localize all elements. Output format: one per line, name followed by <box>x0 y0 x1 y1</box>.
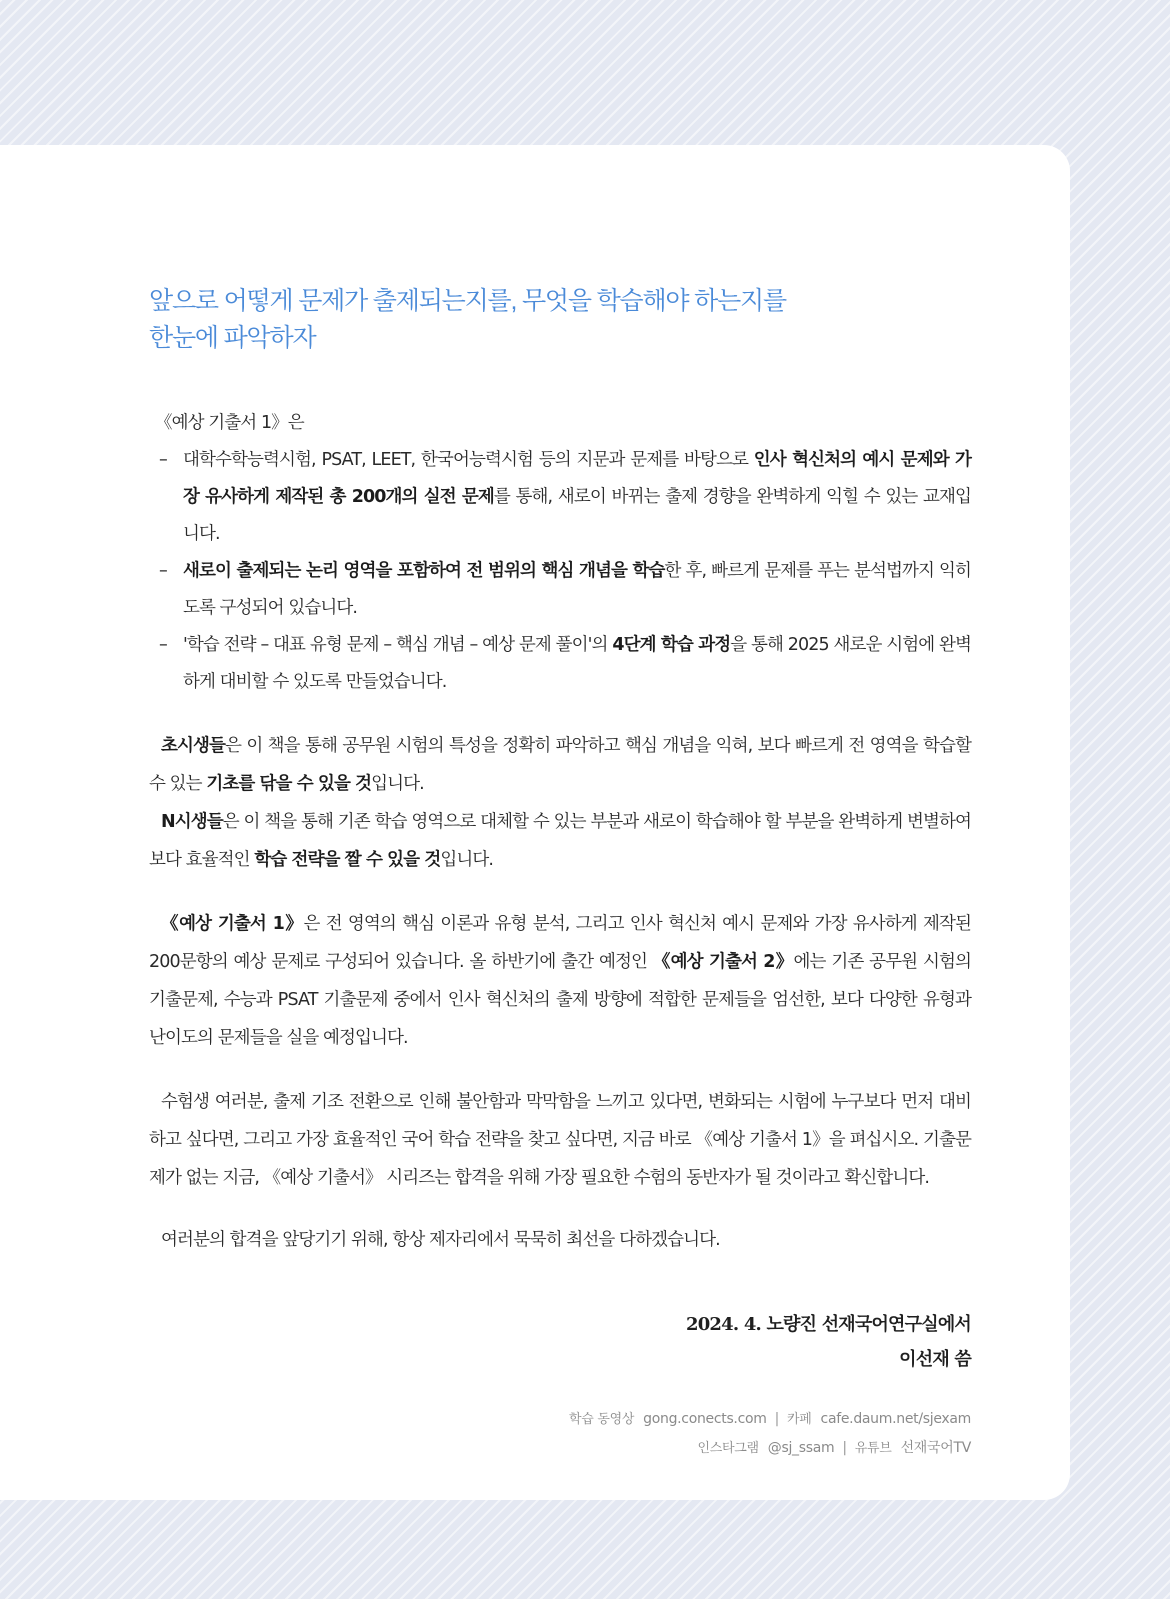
signature-date-place: 2024. 4. 노량진 선재국어연구실에서 <box>685 1314 971 1335</box>
feature-item-1 <box>155 442 971 553</box>
feature-1-text-a: 대학수학능력시험, PSAT, LEET, 한국어능력시험 등의 지문과 문제를 바탕으로 <box>183 450 754 470</box>
youtube-link[interactable]: 선재국어TV <box>900 1440 971 1456</box>
book-1-title: 《예상 기출서 1》 <box>161 914 304 934</box>
repeaters-text-a: 은 이 책을 통해 기존 학습 영역으로 대체할 수 있는 부분과 새로이 학습해야 할 부분을 완벽하게 변별하여 보다 효율적인 <box>149 812 971 870</box>
beginners-label: 초시생들 <box>161 736 226 756</box>
feature-1-emphasis: 인사 혁신처의 예시 문제와 가장 유사하게 제작된 총 200개의 실전 문제 <box>183 450 971 507</box>
headline-line-2: 한눈에 파악하자 <box>149 324 316 352</box>
paragraph-repeaters <box>149 803 971 879</box>
feature-item-3 <box>155 627 971 701</box>
links-row-1 <box>149 1405 971 1434</box>
instagram-label: 인스타그램 <box>697 1441 759 1456</box>
paragraph-closing: 여러분의 합격을 앞당기기 위해, 항상 제자리에서 묵묵히 최선을 다하겠습니다. <box>161 1230 720 1250</box>
links-row-2 <box>149 1434 971 1463</box>
instagram-link[interactable]: @sj_ssam <box>767 1440 835 1456</box>
books-text-a: 은 전 영역의 핵심 이론과 유형 분석, 그리고 인사 혁신처 예시 문제와 가장 유사하게 제작된 200문항의 예상 문제로 구성되어 있습니다. 올 하반기에 출간 예정인 <box>149 914 971 972</box>
bullet-dash: – <box>159 635 167 655</box>
bullet-dash: – <box>159 561 167 581</box>
page-headline <box>149 283 971 357</box>
repeaters-emphasis: 학습 전략을 짤 수 있을 것 <box>254 850 441 870</box>
paragraph-beginners <box>149 727 971 803</box>
beginners-emphasis: 기초를 닦을 수 있을 것 <box>206 774 372 794</box>
contact-links <box>149 1405 971 1463</box>
feature-2-text-a: 한 후, 빠르게 문제를 푸는 분석법까지 익히도록 구성되어 있습니다. <box>183 561 971 618</box>
feature-3-text-a: '학습 전략 – 대표 유형 문제 – 핵심 개념 – 예상 문제 풀이'의 <box>183 635 613 655</box>
paragraph-examinees: 수험생 여러분, 출제 기조 전환으로 인해 불안함과 막막함을 느끼고 있다면, 변화되는 시험에 누구보다 먼저 대비하고 싶다면, 그리고 가장 효율적인 국어 학습 전략을 찾고 싶다면, 지금 바로 《예상 기출서 1》을 펴십시오. 기출문제가 없는 지금, 《예상 기출서》 시리즈는 합격을 위해 가장 필요한 수험의 동반자가 될 것이라고 확신합니다. <box>149 1092 971 1188</box>
feature-item-2 <box>155 553 971 627</box>
video-label: 학습 동영상 <box>569 1412 635 1427</box>
beginners-text-a: 은 이 책을 통해 공무원 시험의 특성을 정확히 파악하고 핵심 개념을 익혀, 보다 빠르게 전 영역을 학습할 수 있는 <box>149 736 971 794</box>
cafe-link[interactable]: cafe.daum.net/sjexam <box>820 1411 971 1427</box>
preface-content <box>149 283 971 1463</box>
signature-author: 이선재 씀 <box>899 1349 971 1370</box>
intro-line: 《예상 기출서 1》은 <box>155 413 304 433</box>
video-link[interactable]: gong.conects.com <box>643 1411 767 1427</box>
repeaters-label: N시생들 <box>161 812 223 832</box>
paragraph-books <box>149 905 971 1057</box>
feature-3-emphasis: 4단계 학습 과정 <box>612 635 731 655</box>
preface-body <box>149 405 971 1259</box>
feature-list <box>149 442 971 701</box>
signature-block <box>149 1307 971 1377</box>
link-separator: | <box>842 1440 847 1456</box>
content-card <box>0 145 1070 1500</box>
bullet-dash: – <box>159 450 167 470</box>
link-separator: | <box>774 1411 780 1427</box>
feature-2-emphasis: 새로이 출제되는 논리 영역을 포함하여 전 범위의 핵심 개념을 학습 <box>183 561 665 581</box>
feature-3-text-b: 을 통해 2025 새로운 시험에 완벽하게 대비할 수 있도록 만들었습니다. <box>183 635 971 692</box>
headline-line-1: 앞으로 어떻게 문제가 출제되는지를, 무엇을 학습해야 하는지를 <box>149 287 786 315</box>
youtube-label: 유튜브 <box>854 1441 892 1456</box>
feature-1-text-b: 를 통해, 새로이 바뀌는 출제 경향을 완벽하게 익힐 수 있는 교재입니다. <box>183 487 972 544</box>
beginners-text-b: 입니다. <box>371 774 424 794</box>
book-2-title: 《예상 기출서 2》 <box>652 952 794 972</box>
books-text-b: 에는 기존 공무원 시험의 기출문제, 수능과 PSAT 기출문제 중에서 인사 혁신처의 출제 방향에 적합한 문제들을 엄선한, 보다 다양한 유형과 난이도의 문제들을 실을 예정입니다. <box>149 952 971 1048</box>
cafe-label: 카페 <box>787 1412 812 1427</box>
repeaters-text-b: 입니다. <box>440 850 494 870</box>
